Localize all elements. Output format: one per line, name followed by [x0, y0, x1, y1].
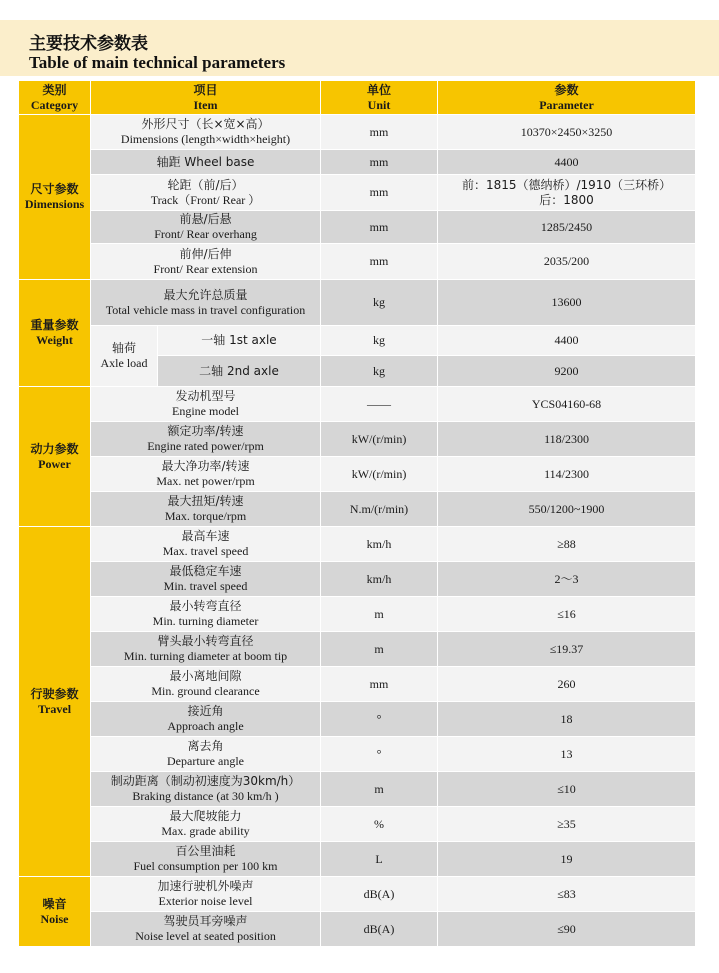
table-row [19, 527, 696, 562]
unit-cell: —— [321, 387, 438, 422]
unit-cell: m [321, 597, 438, 632]
value-cell: ≥88 [438, 527, 696, 562]
table-row [19, 422, 696, 457]
unit-cell: ° [321, 737, 438, 772]
value-cell: 118/2300 [438, 422, 696, 457]
page-title-zh: 主要技术参数表 [29, 34, 148, 54]
item-cell: 最大净功率/转速 Max. net power/rpm [91, 457, 321, 492]
category-noise: 噪音 Noise [19, 877, 91, 947]
item-cell: 外形尺寸（长×宽×高） Dimensions (length×width×height) [91, 115, 321, 150]
category-weight: 重量参数 Weight [19, 280, 91, 387]
value-cell: 550/1200~1900 [438, 492, 696, 527]
value-cell: 18 [438, 702, 696, 737]
item-cell: 最小离地间隙 Min. ground clearance [91, 667, 321, 702]
value-cell: ≤16 [438, 597, 696, 632]
item-cell: 额定功率/转速 Engine rated power/rpm [91, 422, 321, 457]
item-cell: 百公里油耗 Fuel consumption per 100 km [91, 842, 321, 877]
value-cell: 2～3 [438, 562, 696, 597]
table-row [19, 115, 696, 150]
item-cell: 接近角 Approach angle [91, 702, 321, 737]
unit-cell: kW/(r/min) [321, 422, 438, 457]
table-row [19, 877, 696, 912]
table-row [19, 150, 696, 175]
table-row [19, 702, 696, 737]
table-row [19, 772, 696, 807]
table-row [19, 562, 696, 597]
table-row [19, 492, 696, 527]
value-cell: 19 [438, 842, 696, 877]
unit-cell: kg [321, 280, 438, 326]
table-row [19, 387, 696, 422]
item-cell: 加速行驶机外噪声 Exterior noise level [91, 877, 321, 912]
value-cell: 4400 [438, 326, 696, 356]
table-row [19, 912, 696, 947]
table-row [19, 326, 696, 356]
item-cell: 最大扭矩/转速 Max. torque/rpm [91, 492, 321, 527]
unit-cell: mm [321, 115, 438, 150]
table-row [19, 737, 696, 772]
unit-cell: mm [321, 667, 438, 702]
unit-cell: mm [321, 150, 438, 175]
item-cell: 前悬/后悬 Front/ Rear overhang [91, 211, 321, 244]
unit-cell: kg [321, 326, 438, 356]
item-cell: 最高车速 Max. travel speed [91, 527, 321, 562]
table-row [19, 175, 696, 211]
value-cell: 9200 [438, 356, 696, 387]
table-row [19, 807, 696, 842]
unit-cell: km/h [321, 562, 438, 597]
value-cell: 13600 [438, 280, 696, 326]
spec-table [18, 80, 696, 947]
unit-cell: mm [321, 175, 438, 211]
value-cell: ≤19.37 [438, 632, 696, 667]
page-title-en: Table of main technical parameters [29, 53, 286, 72]
unit-cell: N.m/(r/min) [321, 492, 438, 527]
item-cell: 二轴 2nd axle [158, 356, 321, 387]
value-cell: 前：1815（德纳桥）/1910（三环桥） 后：1800 [438, 175, 696, 211]
category-power: 动力参数 Power [19, 387, 91, 527]
category-dimensions: 尺寸参数 Dimensions [19, 115, 91, 280]
item-cell: 最大爬坡能力 Max. grade ability [91, 807, 321, 842]
item-cell: 发动机型号 Engine model [91, 387, 321, 422]
table-row [19, 842, 696, 877]
table-header [19, 81, 696, 115]
item-cell: 轮距（前/后） Track（Front/ Rear ） [91, 175, 321, 211]
header-parameter: 参数 Parameter [438, 81, 696, 115]
axle-load-cell: 轴荷 Axle load [91, 326, 158, 387]
item-cell: 离去角 Departure angle [91, 737, 321, 772]
value-cell: 114/2300 [438, 457, 696, 492]
table-row [19, 632, 696, 667]
table-row [19, 211, 696, 244]
unit-cell: dB(A) [321, 912, 438, 947]
unit-cell: ° [321, 702, 438, 737]
item-cell: 制动距离（制动初速度为30km/h） Braking distance (at 30 km/h ) [91, 772, 321, 807]
unit-cell: % [321, 807, 438, 842]
unit-cell: m [321, 632, 438, 667]
unit-cell: mm [321, 211, 438, 244]
value-cell: ≤83 [438, 877, 696, 912]
category-travel: 行驶参数 Travel [19, 527, 91, 877]
value-cell: YCS04160-68 [438, 387, 696, 422]
unit-cell: m [321, 772, 438, 807]
table-row [19, 280, 696, 326]
table-row [19, 597, 696, 632]
unit-cell: dB(A) [321, 877, 438, 912]
item-cell: 臂头最小转弯直径 Min. turning diameter at boom tip [91, 632, 321, 667]
header-item: 项目 Item [91, 81, 321, 115]
value-cell: 10370×2450×3250 [438, 115, 696, 150]
value-cell: 13 [438, 737, 696, 772]
unit-cell: kW/(r/min) [321, 457, 438, 492]
value-cell: 1285/2450 [438, 211, 696, 244]
item-cell: 驾驶员耳旁噪声 Noise level at seated position [91, 912, 321, 947]
header-category: 类别 Category [19, 81, 91, 115]
item-cell: 最低稳定车速 Min. travel speed [91, 562, 321, 597]
header-unit: 单位 Unit [321, 81, 438, 115]
item-cell: 最大允许总质量 Total vehicle mass in travel configuration [91, 280, 321, 326]
unit-cell: kg [321, 356, 438, 387]
table-row [19, 667, 696, 702]
item-cell: 最小转弯直径 Min. turning diameter [91, 597, 321, 632]
unit-cell: mm [321, 244, 438, 280]
table-row [19, 457, 696, 492]
value-cell: 2035/200 [438, 244, 696, 280]
unit-cell: L [321, 842, 438, 877]
value-cell: ≤90 [438, 912, 696, 947]
item-cell: 一轴 1st axle [158, 326, 321, 356]
unit-cell: km/h [321, 527, 438, 562]
value-cell: 4400 [438, 150, 696, 175]
item-cell: 轴距 Wheel base [91, 150, 321, 175]
value-cell: 260 [438, 667, 696, 702]
table-row [19, 244, 696, 280]
value-cell: ≥35 [438, 807, 696, 842]
value-cell: ≤10 [438, 772, 696, 807]
item-cell: 前伸/后伸 Front/ Rear extension [91, 244, 321, 280]
